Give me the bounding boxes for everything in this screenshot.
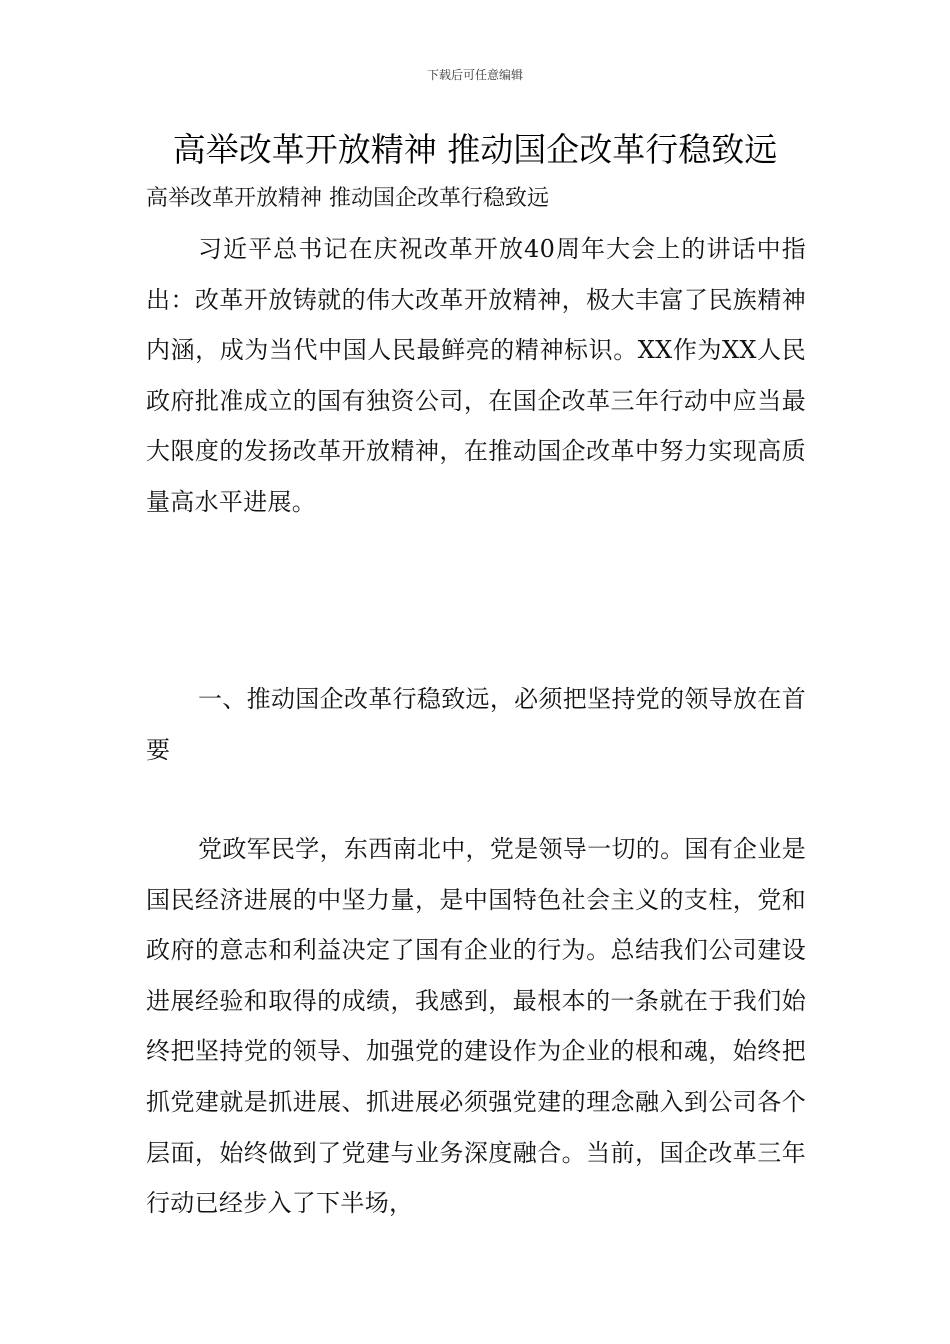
document-subtitle: 高举改革开放精神 推动国企改革行稳致远 xyxy=(146,186,549,211)
document-title: 高举改革开放精神 推动国企改革行稳致远 xyxy=(172,130,778,169)
section-heading-1: 一、推动国企改革行稳致远，必须把坚持党的领导放在首要 xyxy=(146,685,806,764)
header-note: 下载后可任意编辑 xyxy=(426,68,523,82)
paragraph-body: 党政军民学，东西南北中，党是领导一切的。国有企业是国民经济进展的中坚力量，是中国特色社会主义的支柱，党和政府的意志和利益决定了国有企业的行为。总结我们公司建设进展经验和取得的成绩，我感到，最根本的一条就在于我们始终把坚持党的领导、加强党的建设作为企业的根和魂，始终把抓党建就是抓进展、抓进展必须强党建的理念融入到公司各个层面，始终做到了党建与业务深度融合。当前，国企改革三年行动已经步入了下半场， xyxy=(146,835,806,1218)
paragraph-intro: 习近平总书记在庆祝改革开放40周年大会上的讲话中指出：改革开放铸就的伟大改革开放精神，极大丰富了民族精神内涵，成为当代中国人民最鲜亮的精神标识。XX作为XX人民政府批准成立的国有独资公司，在国企改革三年行动中应当最大限度的发扬改革开放精神，在推动国企改革中努力实现高质量高水平进展。 xyxy=(146,235,806,516)
